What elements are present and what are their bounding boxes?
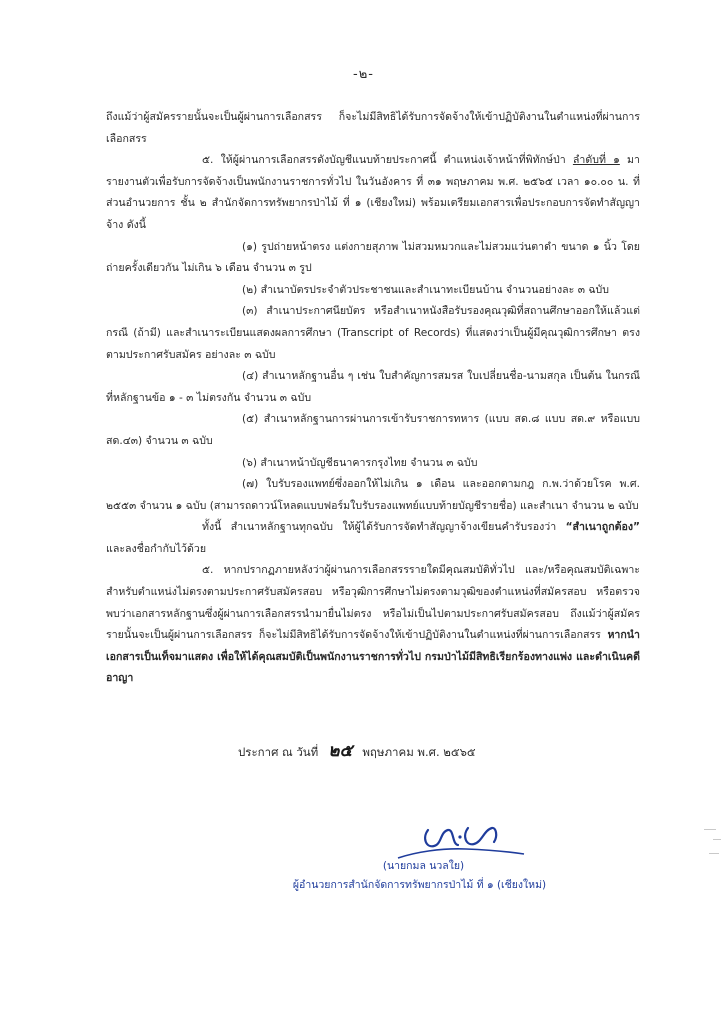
certified-copy-phrase: “สำเนาถูกต้อง” (565, 521, 640, 534)
date-prefix: ประกาศ ณ วันที่ (238, 745, 319, 759)
scan-speck (704, 829, 716, 830)
list-item-7: (๗) ใบรับรองแพทย์ซึ่งออกให้ไม่เกิน ๑ เดือน และออกตามกฎ ก.พ.ว่าด้วยโรค พ.ศ. ๒๕๕๓ จำนวน ๑ ฉบับ (สามารถดาวน์โหลดแบบฟอร์มใบรับรองแพทย์แบบท้ายบัญชีรายชื่อ) และสำเนา จำนวน ๒ ฉบับ (106, 478, 640, 512)
scan-speck (713, 839, 721, 840)
list-item-2: (๒) สำเนาบัตรประจำตัวประชาชนและสำเนาทะเบียนบ้าน จำนวนอย่างละ ๓ ฉบับ (242, 283, 609, 296)
paragraph-report-instructions: ๕. ให้ผู้ผ่านการเลือกสรรดังบัญชีแนบท้ายประกาศนี้ ตำแหน่งเจ้าหน้าที่พิทักษ์ป่า ลำดับที่ ๑ มารายงานตัวเพื่อรับการจัดจ้างเป็นพนักงานราชการทั่วไป ในวันอังคาร ที่ ๓๑ พฤษภาคม พ.ศ. ๒๕๖๕ เวลา ๑๐.๐๐ น. ที่ส่วนอำนวยการ ชั้น ๒ สำนักจัดการทรัพยากรป่าไม้ ที่ ๑ (เชียงใหม่) พร้อมเตรียมเอกสารเพื่อประกอบการจัดทำสัญญาจ้าง ดังนี้ (106, 154, 640, 231)
legal-warning: หากนำเอกสารเป็นเท็จมาแสดง เพื่อให้ได้คุณสมบัติเป็นพนักงานราชการทั่วไป กรมป่าไม้มีสิทธิเรียกร้องทางแพ่ง และดำเนินคดีอาญา (106, 629, 640, 685)
list-item-3: (๓) สำเนาประกาศนียบัตร หรือสำเนาหนังสือรับรองคุณวุฒิที่สถานศึกษาออกให้แล้วแต่กรณี (ถ้ามี) และสำเนาระเบียนแสดงผลการศึกษา (Transcript of Records) ที่แสดงว่าเป็นผู้มีคุณวุฒิการศึกษา ตรงตามประกาศรับสมัคร อย่างละ ๓ ฉบับ (106, 305, 640, 361)
list-item-6: (๖) สำเนาหน้าบัญชีธนาคารกรุงไทย จำนวน ๓ ฉบับ (242, 456, 478, 469)
paragraph-certify-copies: ทั้งนี้ สำเนาหลักฐานทุกฉบับ ให้ผู้ได้รับการจัดทำสัญญาจ้างเขียนคำรับรองว่า “สำเนาถูกต้อง” และลงชื่อกำกับไว้ด้วย (106, 521, 640, 555)
scan-speck (709, 853, 719, 854)
list-item-4: (๔) สำเนาหลักฐานอื่น ๆ เช่น ใบสำคัญการสมรส ใบเปลี่ยนชื่อ-นามสกุล เป็นต้น ในกรณีที่หลักฐานข้อ ๑ - ๓ ไม่ตรงกัน จำนวน ๓ ฉบับ (106, 370, 640, 404)
paragraph-disqualification: ๕. หากปรากฏภายหลังว่าผู้ผ่านการเลือกสรรรายใดมีคุณสมบัติทั่วไป และ/หรือคุณสมบัติเฉพาะสำหรับตำแหน่งไม่ตรงตามประกาศรับสมัครสอบ หรือวุฒิการศึกษาไม่ตรงตามวุฒิของตำแหน่งที่สมัครสอบ หรือตรวจพบว่าเอกสารหลักฐานซึ่งผู้ผ่านการเลือกสรรนำมายื่นไม่ตรง หรือไม่เป็นไปตามประกาศรับสมัครสอบ ถึงแม้ว่าผู้สมัครรายนั้นจะเป็นผู้ผ่านการเลือกสรร ก็จะไม่มีสิทธิได้รับการจัดจ้างให้เข้าปฏิบัติงานในตำแหน่งที่ผ่านการเลือกสรร หากนำเอกสารเป็นเท็จมาแสดง เพื่อให้ได้คุณสมบัติเป็นพนักงานราชการทั่วไป กรมป่าไม้มีสิทธิเรียกร้องทางแพ่ง และดำเนินคดีอาญา (106, 564, 640, 685)
signatory-title: ผู้อำนวยการสำนักจัดการทรัพยากรป่าไม้ ที่ ๑ (เชียงใหม่) (292, 879, 547, 891)
paragraph-continuation: ถึงแม้ว่าผู้สมัครรายนั้นจะเป็นผู้ผ่านการเลือกสรร ก็จะไม่มีสิทธิได้รับการจัดจ้างให้เข้าปฏิบัติงานในตำแหน่งที่ผ่านการเลือกสรร (106, 111, 640, 145)
list-item-1: (๑) รูปถ่ายหน้าตรง แต่งกายสุภาพ ไม่สวมหมวกและไม่สวมแว่นตาดำ ขนาด ๑ นิ้ว โดยถ่ายครั้งเดียวกัน ไม่เกิน ๖ เดือน จำนวน ๓ รูป (106, 240, 640, 275)
date-month-year: พฤษภาคม พ.ศ. ๒๕๖๕ (362, 745, 476, 759)
announcement-date (238, 737, 476, 764)
signatory-name: (นายกมล นวลใย) (382, 860, 465, 872)
page-number: -๒- (353, 67, 374, 82)
list-item-5: (๕) สำเนาหลักฐานการผ่านการเข้ารับราชการทหาร (แบบ สด.๘ แบบ สด.๙ หรือแบบ สด.๔๓) จำนวน ๓ ฉบับ (106, 413, 640, 447)
body-text (106, 107, 640, 690)
date-day: ๒๕ (328, 741, 353, 761)
rank-underline: ลำดับที่ ๑ (572, 154, 620, 167)
